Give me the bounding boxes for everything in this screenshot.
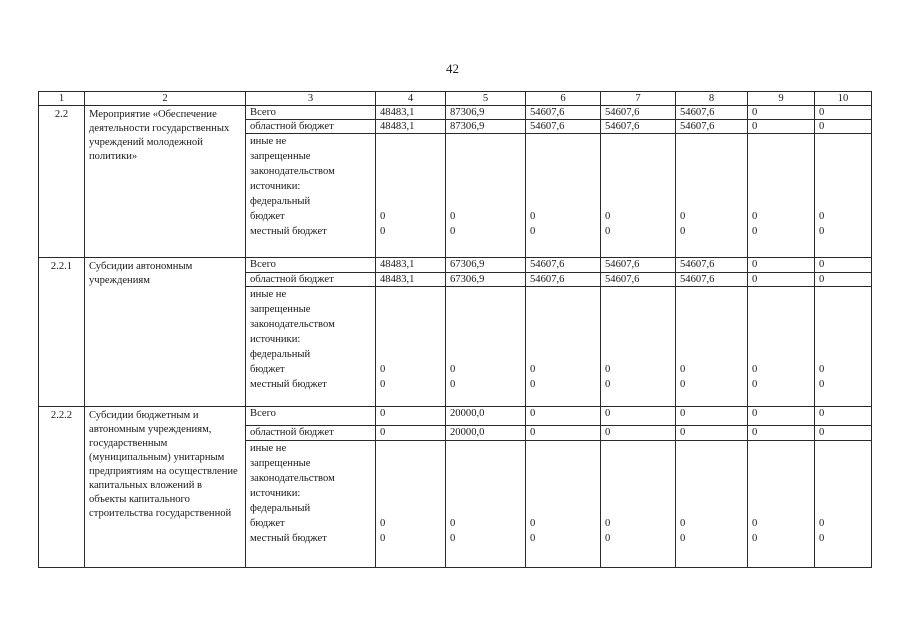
local-value: 0 (752, 226, 758, 237)
budget-table (38, 91, 872, 568)
federal-value: 0 (752, 364, 758, 375)
regional-value-cell: 54607,6 (676, 273, 748, 287)
total-row (39, 106, 872, 120)
source-value-cell (676, 134, 748, 258)
source-value-cell (748, 134, 815, 258)
source-label-line: запрещенные (250, 151, 311, 162)
regional-budget-label: областной бюджет (246, 426, 376, 441)
total-row (39, 407, 872, 426)
source-value-cell (815, 134, 872, 258)
local-value: 0 (605, 226, 611, 237)
local-value: 0 (530, 379, 536, 390)
source-label-line: источники: (250, 334, 301, 345)
source-value-cell (601, 134, 676, 258)
source-value-cell (526, 134, 601, 258)
total-value-cell: 0 (601, 407, 676, 426)
column-number-row (39, 92, 872, 106)
local-value: 0 (605, 379, 611, 390)
source-value-cell (376, 134, 446, 258)
federal-value: 0 (530, 211, 536, 222)
source-value-cell (748, 287, 815, 407)
other-sources-label (246, 441, 376, 568)
local-value: 0 (605, 533, 611, 544)
source-label-line: федеральный (250, 503, 311, 514)
source-label-line: федеральный (250, 196, 311, 207)
source-value-cell (446, 287, 526, 407)
federal-value: 0 (380, 364, 386, 375)
column-number-cell: 5 (446, 92, 526, 106)
source-label-line: источники: (250, 488, 301, 499)
local-value: 0 (450, 379, 456, 390)
federal-value: 0 (530, 364, 536, 375)
regional-value-cell: 0 (601, 426, 676, 441)
local-value: 0 (680, 226, 686, 237)
local-value: 0 (752, 533, 758, 544)
local-value: 0 (819, 533, 825, 544)
source-label-line: источники: (250, 181, 301, 192)
federal-value: 0 (530, 518, 536, 529)
total-value-cell: 54607,6 (526, 106, 601, 120)
regional-value-cell: 0 (376, 426, 446, 441)
item-index: 2.2 (39, 106, 85, 258)
regional-value-cell: 0 (526, 426, 601, 441)
local-value: 0 (450, 226, 456, 237)
source-label-line: бюджет (250, 211, 285, 222)
federal-value: 0 (380, 211, 386, 222)
local-value: 0 (819, 379, 825, 390)
total-value-cell: 0 (748, 106, 815, 120)
total-value-cell: 0 (748, 258, 815, 273)
column-number-cell: 1 (39, 92, 85, 106)
regional-value-cell: 48483,1 (376, 273, 446, 287)
federal-value: 0 (752, 211, 758, 222)
regional-value-cell: 87306,9 (446, 120, 526, 134)
regional-value-cell: 54607,6 (601, 120, 676, 134)
source-value-cell (446, 134, 526, 258)
federal-value: 0 (819, 518, 825, 529)
source-value-cell (376, 287, 446, 407)
local-value: 0 (819, 226, 825, 237)
regional-budget-label: областной бюджет (246, 273, 376, 287)
local-value: 0 (680, 379, 686, 390)
local-value: 0 (380, 379, 386, 390)
source-label-line: бюджет (250, 364, 285, 375)
source-value-cell (748, 441, 815, 568)
column-number-cell: 3 (246, 92, 376, 106)
item-name: Мероприятие «Обеспечение деятельности государственных учреждений молодежной политики» (85, 106, 246, 258)
total-value-cell: 0 (748, 407, 815, 426)
total-value-cell: 0 (676, 407, 748, 426)
federal-value: 0 (605, 518, 611, 529)
source-label-line: законодательством (250, 319, 335, 330)
source-value-cell (676, 287, 748, 407)
local-value: 0 (530, 226, 536, 237)
total-value-cell: 87306,9 (446, 106, 526, 120)
total-label: Всего (246, 407, 376, 426)
federal-value: 0 (450, 364, 456, 375)
source-value-cell (601, 441, 676, 568)
total-value-cell: 0 (815, 106, 872, 120)
source-value-cell (815, 287, 872, 407)
local-value: 0 (752, 379, 758, 390)
source-label-line: иные не (250, 443, 287, 454)
federal-value: 0 (380, 518, 386, 529)
federal-value: 0 (752, 518, 758, 529)
regional-value-cell: 0 (815, 273, 872, 287)
column-number-cell: 10 (815, 92, 872, 106)
regional-value-cell: 54607,6 (676, 120, 748, 134)
federal-value: 0 (605, 211, 611, 222)
item-name: Субсидии бюджетным и автономным учреждениям, государственным (муниципальным) унитарным предприятиям на осуществление капитальных вложений в объекты капитального строительства государственной (85, 407, 246, 568)
regional-value-cell: 0 (815, 426, 872, 441)
regional-value-cell: 54607,6 (601, 273, 676, 287)
total-value-cell: 48483,1 (376, 106, 446, 120)
local-value: 0 (530, 533, 536, 544)
source-label-line: законодательством (250, 473, 335, 484)
regional-value-cell: 0 (748, 426, 815, 441)
federal-value: 0 (680, 518, 686, 529)
source-value-cell (601, 287, 676, 407)
column-number-cell: 8 (676, 92, 748, 106)
source-label-line: местный бюджет (250, 533, 327, 544)
source-value-cell (526, 441, 601, 568)
source-label-line: местный бюджет (250, 226, 327, 237)
source-label-line: иные не (250, 289, 287, 300)
regional-value-cell: 20000,0 (446, 426, 526, 441)
federal-value: 0 (605, 364, 611, 375)
total-value-cell: 0 (815, 258, 872, 273)
column-number-cell: 6 (526, 92, 601, 106)
regional-value-cell: 0 (676, 426, 748, 441)
total-value-cell: 54607,6 (676, 258, 748, 273)
total-value-cell: 54607,6 (601, 258, 676, 273)
total-value-cell: 67306,9 (446, 258, 526, 273)
local-value: 0 (380, 533, 386, 544)
source-label-line: местный бюджет (250, 379, 327, 390)
source-label-line: иные не (250, 136, 287, 147)
regional-value-cell: 0 (748, 273, 815, 287)
total-value-cell: 48483,1 (376, 258, 446, 273)
item-index: 2.2.1 (39, 258, 85, 407)
total-row (39, 258, 872, 273)
source-label-line: федеральный (250, 349, 311, 360)
source-label-line: запрещенные (250, 458, 311, 469)
local-value: 0 (380, 226, 386, 237)
column-number-cell: 7 (601, 92, 676, 106)
item-index: 2.2.2 (39, 407, 85, 568)
federal-value: 0 (680, 211, 686, 222)
total-label: Всего (246, 258, 376, 273)
total-label: Всего (246, 106, 376, 120)
other-sources-label (246, 134, 376, 258)
source-value-cell (446, 441, 526, 568)
total-value-cell: 20000,0 (446, 407, 526, 426)
local-value: 0 (450, 533, 456, 544)
regional-value-cell: 67306,9 (446, 273, 526, 287)
item-name: Субсидии автономным учреждениям (85, 258, 246, 407)
total-value-cell: 54607,6 (601, 106, 676, 120)
page-number: 42 (446, 61, 459, 76)
column-number-cell: 9 (748, 92, 815, 106)
regional-budget-label: областной бюджет (246, 120, 376, 134)
regional-value-cell: 0 (748, 120, 815, 134)
total-value-cell: 0 (526, 407, 601, 426)
source-label-line: законодательством (250, 166, 335, 177)
source-value-cell (376, 441, 446, 568)
source-label-line: бюджет (250, 518, 285, 529)
federal-value: 0 (819, 211, 825, 222)
federal-value: 0 (450, 211, 456, 222)
regional-value-cell: 54607,6 (526, 120, 601, 134)
total-value-cell: 0 (815, 407, 872, 426)
regional-value-cell: 48483,1 (376, 120, 446, 134)
total-value-cell: 54607,6 (526, 258, 601, 273)
source-label-line: запрещенные (250, 304, 311, 315)
regional-value-cell: 54607,6 (526, 273, 601, 287)
other-sources-label (246, 287, 376, 407)
regional-value-cell: 0 (815, 120, 872, 134)
federal-value: 0 (680, 364, 686, 375)
local-value: 0 (680, 533, 686, 544)
source-value-cell (815, 441, 872, 568)
column-number-cell: 4 (376, 92, 446, 106)
federal-value: 0 (819, 364, 825, 375)
column-number-cell: 2 (85, 92, 246, 106)
federal-value: 0 (450, 518, 456, 529)
source-value-cell (676, 441, 748, 568)
total-value-cell: 0 (376, 407, 446, 426)
total-value-cell: 54607,6 (676, 106, 748, 120)
source-value-cell (526, 287, 601, 407)
